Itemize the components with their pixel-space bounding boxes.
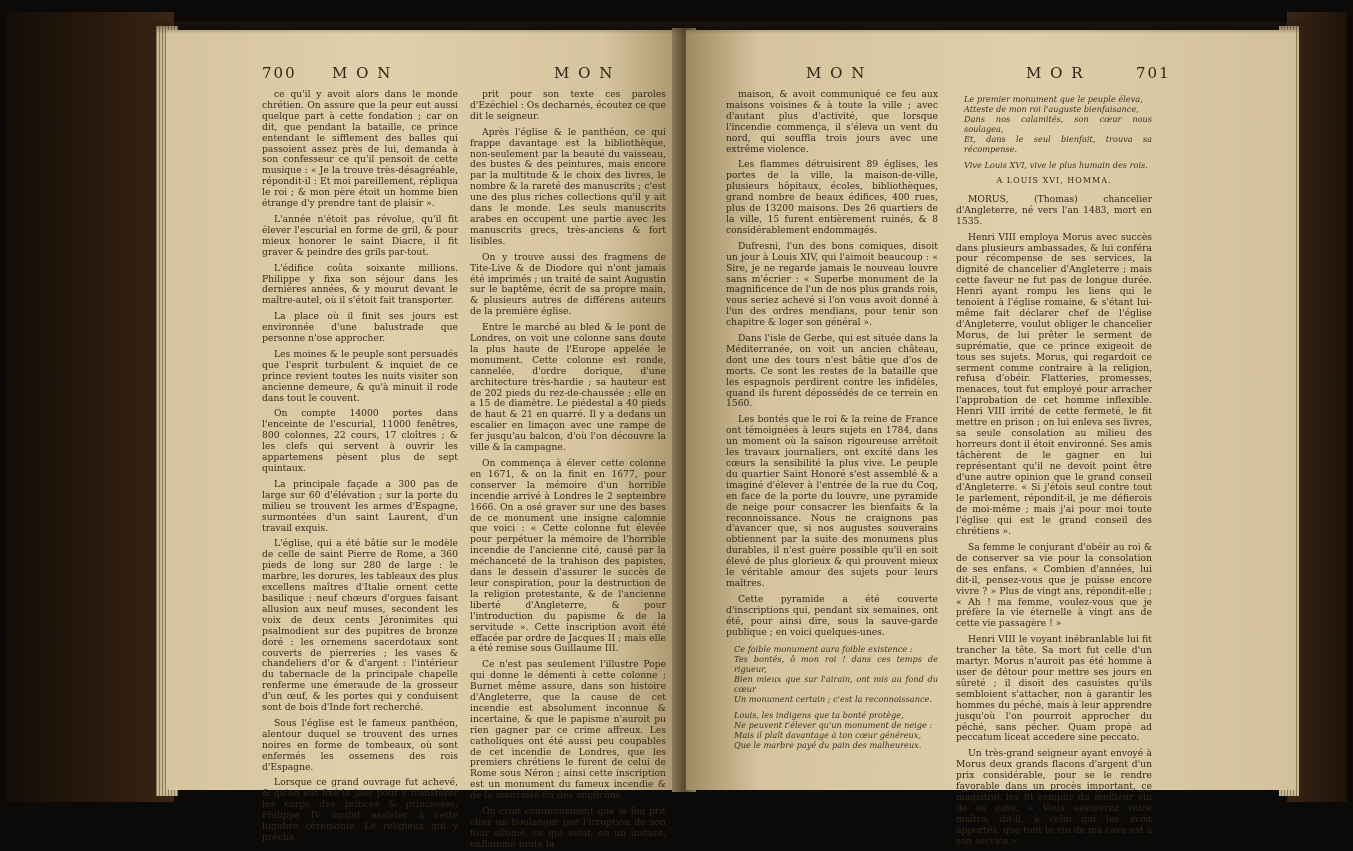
- book-cover-left: [6, 12, 174, 802]
- paragraph: On commença à élever cette colonne en 1671, & on la finit en 1677, pour conserver la mémoire d'un horrible incendie arrivé à Londres le 2 septembre 1666. On a osé graver sur une des bases de ce monument une insigne calomnie que voici : « Cette colonne fut élevée pour perpétuer la mémoire de l'horrible incendie de l'ancienne cité, causé par la méchanceté de la trahison des papistes, dans le dessein d'assurer le succès de leur conspiration, pour la destruction de la religion protestante, & de l'ancienne liberté d'Angleterre, & pour l'introduction du papisme & de la servitude ». Cette inscription avoit été effacée par ordre de Jacques II ; mais elle a été remise sous Guillaume III.: [470, 458, 666, 655]
- verse-line: Un monument certain ; c'est la reconnoissance.: [734, 693, 932, 704]
- paragraph: MORUS, (Thomas) chancelier d'Angleterre, né vers l'an 1483, mort en 1535.: [956, 193, 1152, 227]
- paragraph: maison, & avoit communiqué ce feu aux maisons voisines & à toute la ville ; avec d'autant plus d'activité, que lorsque l'incendie commença, il s'éleva un vent du nord, qui souffla trois jours avec une extrême violence.: [726, 89, 938, 155]
- right-column-1: [726, 90, 938, 790]
- paragraph: Henri VIII employa Morus avec succès dans plusieurs ambassades, & lui conféra pour récompense de ses services, la dignité de chancelier d'Angleterre ; mais cette faveur ne fut pas de longue durée. Henri ayant rompu les liens qui le tenoient à l'église romaine, & s'étant lui-même fait déclarer chef de l'église d'Angleterre, voulut obliger le chancelier Morus, de lui prêter le serment de suprématie, que ce prince exigeoit de tous ses sujets. Morus, qui regardoit ce serment comme contraire à la religion, refusa d'obéir. Flatteries, promesses, menaces, tout fut employé pour arracher l'approbation de cet homme inflexible. Henri VIII irrité de cette fermeté, le fit mettre en prison ; on lui enleva ses livres, sa seule consolation au milieu des horreurs dont il étoit environné. Ses amis tâchèrent de le gagner en lui représentant qu'il ne devoit point être d'une autre opinion que le grand conseil d'Angleterre. « Si j'étois seul contre tout le parlement, répondit-il, je me défierois de moi-même ; mais j'ai pour moi toute l'église qui est le grand conseil des chrétiens ».: [956, 231, 1152, 538]
- verse-line: Louis, les indigens que ta bonté protège,: [734, 709, 904, 720]
- paragraph: Un très-grand seigneur ayant envoyé à Morus deux grands flacons d'argent d'un prix considérable, pour se le rendre favorable dans un procès important, ce magistrat les fit remplir du meilleur vin de sa cave. « Vous assurerez votre maître, dit-il, à celui qui les avoit apportés, que tout le vin de ma cave est à son service ».: [956, 748, 1152, 847]
- verse-line: Que le marbre payé du pain des malheureux.: [734, 739, 922, 750]
- right-running-head: M O N: [806, 64, 867, 82]
- verse-block: [964, 94, 1152, 154]
- paragraph: Les flammes détruisirent 89 églises, les portes de la ville, la maison-de-ville, plusieurs hôpitaux, écoles, bibliothèques, grand nombre de beaux édifices, 400 rues, plus de 13200 maisons. Des 26 quartiers de la ville, 15 furent entièrement ruinés, & 8 considérablement endommagés.: [726, 159, 938, 236]
- paragraph: Dans l'isle de Gerbe, qui est située dans la Méditerranée, on voit un ancien château, dont une des tours n'est bâtie que d'os de morts. Ce sont les restes de la bataille que les espagnols perdirent contre les infidèles, quand ils furent dépossédés de ce terrein en 1560.: [726, 333, 938, 410]
- dedication-heading: A LOUIS XVI, HOMMA.: [996, 176, 1112, 185]
- paragraph: Cette pyramide a été couverte d'inscriptions qui, pendant six semaines, ont été, pour ainsi dire, sous la sauve-garde publique ; en voici quelques-unes.: [726, 593, 938, 638]
- right-running-head-2: M O R: [1026, 64, 1085, 82]
- verse-line: Tes bontés, ô mon roi ! dans ces temps de rigueur,: [734, 653, 938, 674]
- verse-line: Et, dans le seul bienfait, trouva sa récompense.: [964, 134, 1152, 154]
- left-running-head-2: M O N: [554, 64, 615, 82]
- paragraph: prit pour son texte ces paroles d'Ezéchiel : Os decharnés, écoutez ce que dit le seigneur.: [470, 89, 666, 122]
- paragraph: L'édifice coûta soixante millions. Philippe y fixa son séjour dans les dernières années, & y mourut devant le maître-autel, où il s'étoit fait transporter.: [262, 262, 458, 307]
- left-page-number: 700: [262, 64, 297, 82]
- paragraph: ce qu'il y avoit alors dans le monde chrétien. On assure que la peur eut aussi quelque part à cette fondation ; car on dit, que pendant la bataille, ce prince entendant le sifflement des balles qui passoient assez près de lui, demanda à son confesseur ce qu'il pensoit de cette musique : « Je la trouve très-désagréable, répondit-il : Et moi pareillement, répliqua le roi ; & mon père étoit un homme bien étrange d'y prendre tant de plaisir ».: [262, 89, 458, 210]
- left-running-head: M O N: [332, 64, 393, 82]
- paragraph: Les bontés que le roi & la reine de France ont témoignées à leurs sujets en 1784, dans un moment où la saison rigoureuse arrêtoit les travaux journaliers, ont excité dans les cœurs la sensibilité la plus vive. Le peuple du quartier Saint Honoré s'est assemblé & a imaginé d'élever à l'entrée de la rue du Coq, en face de la porte du louvre, une pyramide de neige pour consacrer les bienfaits & la reconnoissance. Nous ne craignons pas d'avancer que, si nos augustes souverains obtiennent par la suite des monumens plus durables, il n'est guère possible qu'il en soit élevé de plus glorieux & qui prouvent mieux le véritable amour des sujets pour leurs maîtres.: [726, 414, 938, 589]
- paragraph: On y trouve aussi des fragmens de Tite-Live & de Diodore qui n'ont jamais été imprimés ; un traité de saint Augustin sur le baptême, écrit de sa propre main, & plusieurs autres de différens auteurs de la première église.: [470, 251, 666, 318]
- paragraph: Dufresni, l'un des bons comiques, disoit un jour à Louis XIV, qui l'aimoit beaucoup : « Sire, je ne regarde jamais le nouveau louvre sans m'écrier : « Superbe monument de la magnificence de l'un de nos plus grands rois, vous seriez achevé si l'on vous avoit donné à l'un des ordres mendians, pour tenir son chapitre & loger son général ».: [726, 240, 938, 329]
- paragraph: Sous l'église est le fameux panthéon, alentour duquel se trouvent des urnes noires en forme de tombeaux, où sont enfermés les ossemens des rois d'Espagne.: [262, 717, 458, 773]
- paragraph: Les moines & le peuple sont persuadés que l'esprit turbulent & inquiet de ce prince revient toutes les nuits visiter son ancienne demeure, & qu'à minuit il rode dans tout le couvent.: [262, 348, 458, 404]
- acclamation: Vive Louis XVI, vive le plus humain des rois.: [964, 160, 1148, 170]
- left-column-1: [262, 89, 458, 843]
- paragraph: L'église, qui a été bâtie sur le modèle de celle de saint Pierre de Rome, a 360 pieds de long sur 280 de large : le marbre, les dorures, les tableaux des plus excellens maîtres d'Italie ornent cette basilique : neuf chœurs d'orgues faisant allusion aux neuf muses, secondent les voix de deux cents Jéronimites qui psalmodient sur des pupitres de bronze doré : les ornemens sacerdotaux sont couverts de pierreries ; les vases & chandeliers d'or & d'argent : l'intérieur du tabernacle de la principale chapelle renferme une émeraude de la grosseur d'un œuf, & les portes qui y conduisent sont de bois d'Inde fort recherché.: [262, 538, 458, 714]
- page-top-shadow: [150, 22, 1310, 34]
- paragraph: Sa femme le conjurant d'obéir au roi & de conserver sa vie pour la consolation de ses enfans. « Combien d'années, lui dit-il, pensez-vous que je puisse encore vivre ? » Plus de vingt ans, répondit-elle ; « Ah ! ma femme, voulez-vous que je préfère la vie éternelle à vingt ans de cette vie passagère ! »: [956, 542, 1152, 630]
- left-column-2: [470, 89, 666, 850]
- paragraph: Henri VIII le voyant inébranlable lui fit trancher la tête. Sa mort fut celle d'un martyr. Morus n'auroit pas été homme à user de détour pour mettre ses jours en sûreté ; il disoit des casuistes qu'ils sembloient s'attacher, non à garantir les hommes du péché, mais à leur apprendre jusqu'où l'on pourroit approcher du péché, sans pécher. Quam propè ad peccatum liceat accedere sine peccato.: [956, 634, 1152, 744]
- verse-block: [734, 644, 938, 704]
- paragraph: On croit communément que le feu prit chez un boulanger par l'irruption de son four allumé, ce qui avoit, en un instant, enflammé toute la: [470, 806, 666, 850]
- right-page-number: 701: [1136, 64, 1171, 82]
- paragraph: Après l'église & le panthéon, ce qui frappe davantage est la bibliothèque, non-seulement par la beauté du vaisseau, des bustes & des peintures, mais encore par la multitude & le choix des livres, le nombre & la rareté des manuscrits ; c'est une des plus riches collections qu'il y ait dans le monde. Les seuls manuscrits arabes en occupent une partie avec les manuscrits grecs, très-anciens & fort lisibles.: [470, 126, 666, 247]
- verse-line: Mais il plaît davantage à ton cœur généreux,: [734, 729, 922, 740]
- verse-line: Atteste de mon roi l'auguste bienfaisance,: [964, 104, 1139, 114]
- left-page: [166, 30, 680, 850]
- paragraph: La place où il finit ses jours est environnée d'une balustrade que personne n'ose approcher.: [262, 311, 458, 345]
- paragraph: Ce n'est pas seulement l'illustre Pope qui donne le démenti à cette colonne ; Burnet même assure, dans son histoire d'Angleterre, que la cause de cet incendie est absolument inconnue & incertaine, & que le papisme n'auroit pu rien gagner par ce crime affreux. Les catholiques ont été aussi peu coupables de cet incendie de Londres, que les premiers chrétiens le furent de celui de Rome sous Néron ; ainsi cette inscription est un monument du fameux incendie & de la mauvaise foi des anglicans.: [470, 659, 666, 802]
- verse-line: Le premier monument que le peuple éleva,: [964, 94, 1143, 104]
- verse-line: Ne peuvent t'élever qu'un monument de neige :: [734, 719, 933, 730]
- verse-line: Bien mieux que sur l'airain, ont mis au fond du cœur: [734, 673, 938, 694]
- verse-line: Dans nos calamités, son cœur nous soulagea,: [964, 114, 1152, 134]
- paragraph: Entre le marché au bled & le pont de Londres, on voit une colonne sans doute la plus haute de l'Europe appelée le monument. Cette colonne est ronde, cannelée, d'ordre dorique, d'une architecture très-hardie ; sa hauteur est de 202 pieds du rez-de-chaussée ; elle en a 15 de diamètre. Le piédestal a 40 pieds de haut & 21 en quarré. Il y a dedans un escalier en limaçon avec une rampe de fer jusqu'au balcon, d'où l'on découvre la ville & la campagne.: [470, 322, 666, 454]
- right-column-2: [956, 90, 1152, 847]
- right-page: [686, 30, 1296, 847]
- paragraph: Lorsque ce grand ouvrage fut achevé, & qu'on eut fixé le jour pour y transférer les corps des princes & princesses, Philippe IV voulut assister à cette lugubre cérémonie. Le religieux qui y prêcha,: [262, 777, 458, 843]
- paragraph: L'année n'étoit pas révolue, qu'il fit élever l'escurial en forme de gril, & pour mieux honorer le saint Diacre, il fit graver & peindre des grils par-tout.: [262, 213, 458, 258]
- verse-block: [734, 710, 938, 750]
- paragraph: On compte 14000 portes dans l'enceinte de l'escurial, 11000 fenêtres, 800 colonnes, 22 cours, 17 cloîtres ; & les clefs qui servent à ouvrir les appartemens pèsent plus de sept quintaux.: [262, 408, 458, 474]
- verse-line: Ce foible monument aura foible existence :: [734, 643, 913, 654]
- paragraph: La principale façade a 300 pas de large sur 60 d'élévation ; sur la porte du milieu se trouvent les armes d'Espagne, surmontées d'un saint Laurent, d'un travail exquis.: [262, 478, 458, 534]
